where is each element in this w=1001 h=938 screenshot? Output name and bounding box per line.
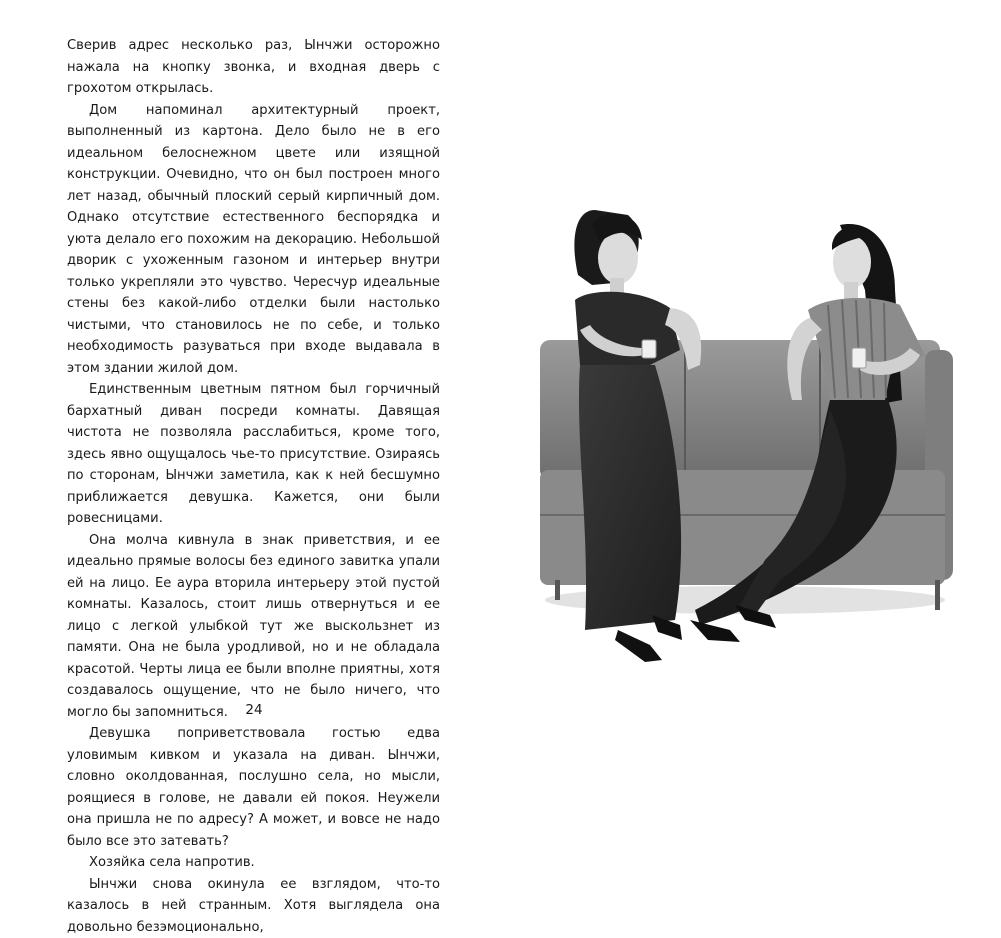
paragraph: Дом напоминал архитектурный проект, выполненный из картона. Дело было не в его идеальном белоснежном цвете или изящной конструкции. Очевидно, что он был построен много лет назад, обычный плоский серый кирпичный дом. Однако отсутствие естественного беспорядка и уюта делало его похожим на декорацию. Небольшой дворик с ухоженным газоном и интерьер внутри только укрепляли это чувство. Чересчур идеальные стены без какой-либо отделки были настолько чистыми, что становилось не по себе, и только необходимость разуваться при входе выдавала в этом здании жилой дом. bbox=[67, 100, 440, 380]
paragraph: Ынчжи снова окинула ее взглядом, что-то казалось в ней странным. Хотя выглядела она довольно безэмоционально, bbox=[67, 874, 440, 938]
paragraph: Сверив адрес несколько раз, Ынчжи осторожно нажала на кнопку звонка, и входная дверь с грохотом открылась. bbox=[67, 35, 440, 100]
page-number: 24 bbox=[230, 702, 278, 718]
text-column bbox=[67, 35, 440, 938]
illustration-two-women-on-sofa bbox=[530, 200, 960, 740]
paragraph: Хозяйка села напротив. bbox=[67, 852, 440, 874]
paragraph: Девушка поприветствовала гостью едва уловимым кивком и указала на диван. Ынчжи, словно околдованная, послушно села, но мысли, роящиеся в голове, не давали ей покоя. Неужели она пришла не по адресу? А может, и вовсе не надо было все это затевать? bbox=[67, 723, 440, 852]
paragraph: Единственным цветным пятном был горчичный бархатный диван посреди комнаты. Давящая чистота не позволяла расслабиться, кроме того, здесь явно ощущалось чье-то присутствие. Озираясь по сторонам, Ынчжи заметила, как к ней бесшумно приближается девушка. Кажется, они были ровесницами. bbox=[67, 379, 440, 530]
paragraph: Она молча кивнула в знак приветствия, и ее идеально прямые волосы без единого завитка упали ей на лицо. Ее аура вторила интерьеру этой пустой комнаты. Казалось, стоит лишь отвернуться и ее лицо с легкой улыбкой тут же выскользнет из памяти. Она не была уродливой, но и не обладала красотой. Черты лица ее были вполне приятны, хотя создавалось ощущение, что не было ничего, что могло бы запомниться. bbox=[67, 530, 440, 724]
